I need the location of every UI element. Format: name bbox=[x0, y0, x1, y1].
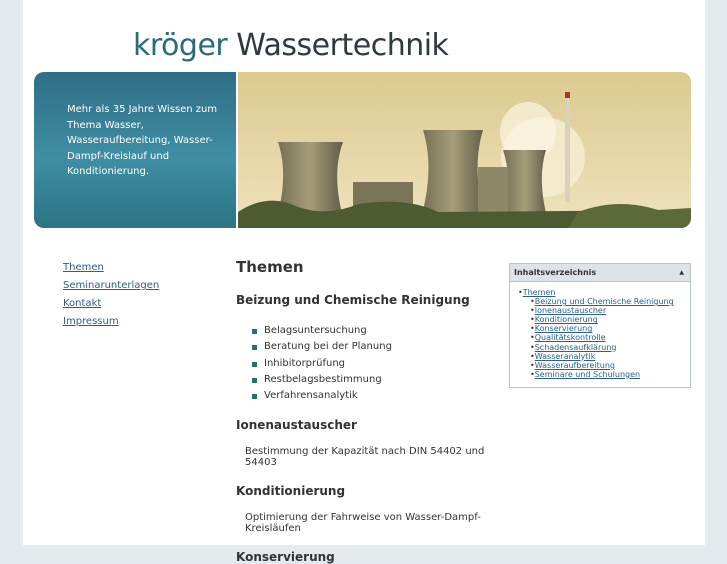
nav-link-kontakt[interactable]: Kontakt bbox=[63, 298, 102, 309]
banner-tagline: Mehr als 35 Jahre Wissen zum Thema Wasser, Wasseraufbereitung, Wasser-Dampf-Kreislauf und Konditionierung. bbox=[67, 104, 218, 177]
banner-text-panel bbox=[34, 72, 236, 228]
section-text-konditionierung: Optimierung der Fahrweise von Wasser-Dampf-Kreisläufen bbox=[245, 512, 481, 535]
main-content bbox=[236, 258, 506, 564]
toc-title: Inhaltsverzeichnis bbox=[514, 268, 597, 277]
list-item: Inhibitorprüfung bbox=[252, 356, 506, 372]
toc-link[interactable]: Wasseraufbereitung bbox=[534, 360, 615, 370]
logo-text-kroeger: kröger bbox=[133, 28, 228, 63]
list-item: Restbelagsbestimmung bbox=[252, 372, 506, 388]
nav-link-impressum[interactable]: Impressum bbox=[63, 316, 119, 327]
toc-link[interactable]: Ionenaustauscher bbox=[534, 306, 607, 316]
section-title-konservierung: Konservierung bbox=[236, 550, 335, 564]
nav-link-themen[interactable]: Themen bbox=[63, 262, 104, 273]
toc-header bbox=[510, 264, 690, 282]
beizung-list bbox=[252, 323, 506, 404]
header-banner bbox=[34, 72, 691, 228]
list-item: Verfahrensanalytik bbox=[252, 388, 506, 404]
logo-text-wassertechnik: Wassertechnik bbox=[236, 28, 449, 63]
toc-link[interactable]: Seminare und Schulungen bbox=[534, 369, 641, 379]
table-of-contents bbox=[509, 263, 691, 388]
toc-link[interactable]: Schadensaufklärung bbox=[534, 342, 617, 352]
section-title-beizung: Beizung und Chemische Reinigung bbox=[236, 293, 470, 307]
page bbox=[23, 0, 705, 564]
page-title: Themen bbox=[236, 258, 304, 276]
toc-collapse-icon[interactable]: ▲ bbox=[679, 269, 684, 276]
toc-link[interactable]: Beizung und Chemische Reinigung bbox=[534, 297, 674, 307]
section-title-konditionierung: Konditionierung bbox=[236, 484, 346, 499]
toc-link[interactable]: Qualitätskontrolle bbox=[534, 333, 606, 343]
toc-list: •Themen •Beizung und Chemische Reinigung •Ionenaustauscher •Konditionierung •Konservierung •Qualitätskontrolle •Schadensaufklärung •Wasseranalytik •Wasseraufbereitung •Seminare und Schulungen bbox=[518, 288, 674, 379]
toc-link[interactable]: Konditionierung bbox=[534, 315, 598, 325]
toc-link[interactable]: Konservierung bbox=[534, 324, 593, 334]
site-logo[interactable] bbox=[133, 28, 448, 63]
list-item: Beratung bei der Planung bbox=[252, 339, 506, 355]
list-item: Belagsuntersuchung bbox=[252, 323, 506, 339]
section-text-ionenaustauscher: Bestimmung der Kapazität nach DIN 54402 und 54403 bbox=[245, 446, 485, 469]
power-plant-photo bbox=[238, 72, 691, 228]
section-title-ionenaustauscher: Ionenaustauscher bbox=[236, 418, 357, 433]
toc-link[interactable]: Wasseranalytik bbox=[534, 351, 596, 361]
toc-link-themen[interactable]: Themen bbox=[522, 288, 556, 297]
nav-link-seminarunterlagen[interactable]: Seminarunterlagen bbox=[63, 280, 160, 291]
main-navigation bbox=[63, 262, 159, 334]
